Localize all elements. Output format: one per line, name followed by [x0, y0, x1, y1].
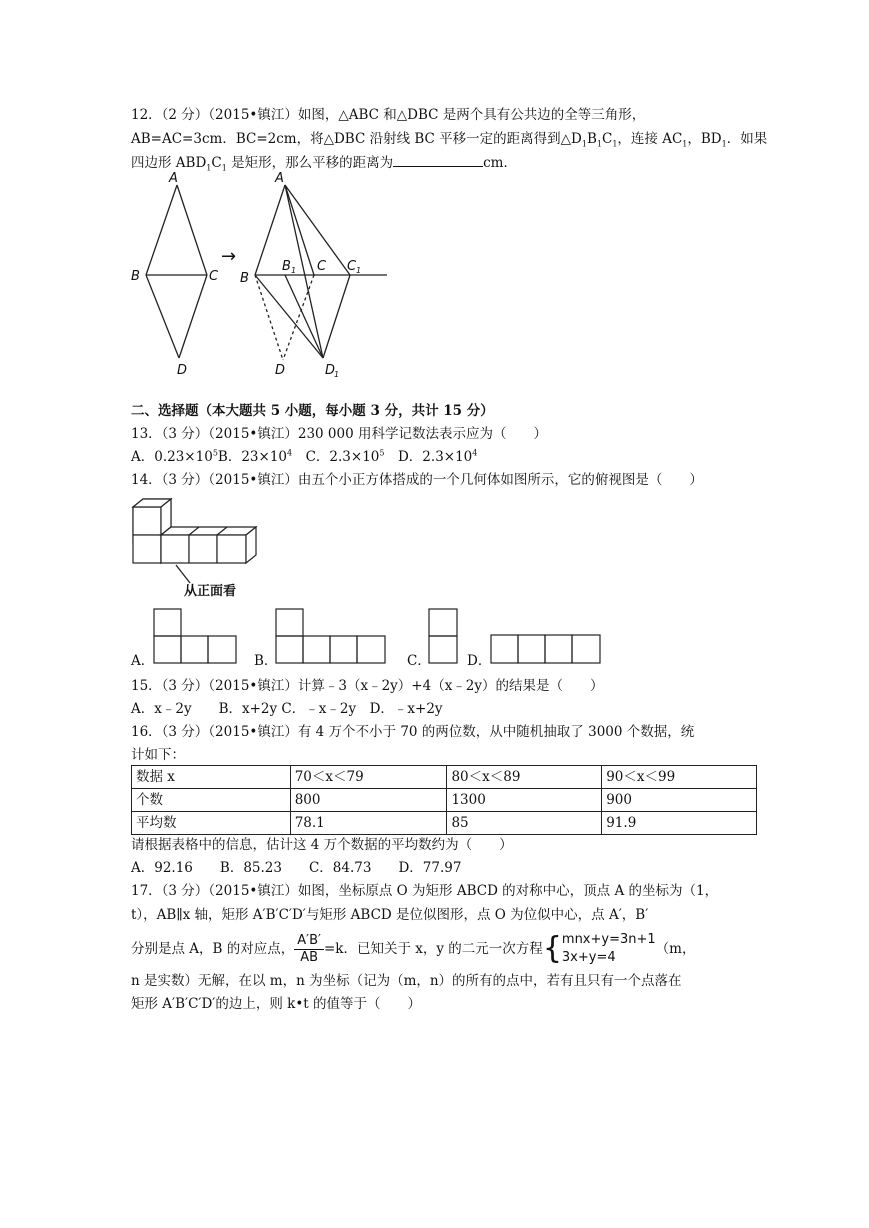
table-cell: 1300 — [447, 789, 602, 812]
q14-optA-figure — [153, 608, 239, 665]
q16-after: 请根据表格中的信息，估计这 4 万个数据的平均数约为（ ） — [131, 837, 513, 853]
q15-stem: 15．（3 分）（2015•镇江）计算﹣3（x﹣2y）+4（x﹣2y）的结果是（ ） — [131, 678, 604, 694]
q14-optB-label: B． — [254, 653, 278, 669]
table-row — [132, 789, 757, 812]
label-C-shifted: C — [317, 259, 327, 274]
table-cell: 平均数 — [132, 812, 291, 835]
q14-optD-label: D． — [467, 653, 492, 669]
q14-optC-figure — [428, 608, 460, 665]
table-cell: 78.1 — [290, 812, 447, 835]
q13-options: A．$0.23\times 10^5B$．$23\times 10^4$ C．$2.3\times 10^5$ D．$2.3\times 10^4$ — [131, 448, 478, 465]
q14-optA-label: A． — [131, 653, 155, 669]
q17-line3: 分别是点 A，B 的对应点， $\frac{A'B'}{AB}$ =k．已知关于 x，y 的二元一次方程{ mnx+y=3n+1 3x+y=4 （m， — [131, 929, 695, 969]
table-row — [132, 812, 757, 835]
label-A-shifted: A — [275, 171, 284, 186]
q14-stem: 14．（3 分）（2015•镇江）由五个小正方体搭成的一个几何体如图所示，它的俯视图是（ ） — [131, 472, 703, 488]
table-cell: 90＜x＜99 — [602, 766, 757, 789]
q14-optD-figure — [490, 634, 603, 665]
q12-line3: 四边形 $ABD_1C_1$ 是矩形，那么平移的距离为 cm． — [131, 155, 517, 173]
q14-solid-figure — [128, 495, 268, 603]
table-cell: 900 — [602, 789, 757, 812]
q14-optC-label: C． — [407, 653, 431, 669]
table-cell: 个数 — [132, 789, 291, 812]
q12-figure — [125, 168, 395, 383]
q16-line2: 计如下： — [131, 747, 185, 763]
edge-AC — [177, 185, 207, 275]
q12-line2: AB=AC=3cm．BC=2cm，将△DBC 沿射线 BC 平移一定的距离得到$\triangle D_1B_1C_1$，连接 $AC_1$，$BD_1$．如果 — [131, 131, 768, 149]
fraction: $\frac{A'B'}{AB}$ — [294, 933, 324, 966]
q17-line1: 17．（3 分）（2015•镇江）如图，坐标原点 O 为矩形 ABCD 的对称中心，顶点 A 的坐标为（1， — [131, 883, 719, 899]
label-C1: C — [347, 259, 357, 274]
table-row — [132, 766, 757, 789]
edge-BD — [146, 275, 179, 358]
edge-CD — [179, 275, 207, 358]
label-A: A — [169, 171, 178, 186]
label-C: C — [209, 269, 219, 284]
label-D1: D — [325, 363, 336, 378]
q17-line5: 矩形 A′B′C′D′的边上，则 k•t 的值等于（ ） — [131, 996, 422, 1012]
edge-AB — [146, 185, 177, 275]
brace-icon: { — [542, 931, 562, 966]
q16-options: A．92.16 B．85.23 C．84.73 D．77.97 — [131, 860, 462, 876]
table-cell: 70＜x＜79 — [290, 766, 447, 789]
q17-line2: t），AB∥x 轴，矩形 A′B′C′D′与矩形 ABCD 是位似图形，点 O 为位似中心，点 A′，B′ — [131, 907, 649, 923]
table-cell: 800 — [290, 789, 447, 812]
label-D: D — [177, 363, 188, 378]
label-B: B — [131, 269, 140, 284]
label-C1-sub: 1 — [356, 266, 362, 275]
q13-stem: 13．（3 分）（2015•镇江）230 000 用科学记数法表示应为（ ） — [131, 426, 547, 442]
label-B1: B — [282, 259, 291, 274]
q16-line1: 16．（3 分）（2015•镇江）有 4 万个不小于 70 的两位数，从中随机抽取了 3000 个数据，统 — [131, 724, 695, 740]
table-cell: 91.9 — [602, 812, 757, 835]
answer-blank[interactable] — [393, 154, 483, 167]
label-B1-sub: 1 — [291, 266, 297, 275]
label-D-shifted: D — [275, 363, 286, 378]
table-cell: 80＜x＜89 — [447, 766, 602, 789]
section-title: 二、选择题（本大题共 5 小题，每小题 3 分，共计 15 分） — [131, 403, 494, 419]
label-D1-sub: 1 — [334, 370, 340, 379]
q16-table — [131, 765, 757, 835]
q14-optB-figure — [275, 608, 389, 665]
table-cell: 85 — [447, 812, 602, 835]
label-B-shifted: B — [240, 271, 249, 286]
arrow-icon: → — [221, 246, 237, 267]
q17-line4: n 是实数）无解，在以 m，n 为坐标（记为（m，n）的所有的点中，若有且只有一个点落在 — [131, 973, 682, 989]
front-view-label: 从正面看 — [184, 584, 237, 599]
equation-system: { mnx+y=3n+1 3x+y=4 — [542, 931, 656, 966]
q15-options: A．x﹣2y B．x+2y C．﹣x﹣2y D．﹣x+2y — [131, 701, 443, 717]
table-cell: 数据 x — [132, 766, 291, 789]
q12-line1: 12．（2 分）（2015•镇江）如图，△ABC 和△DBC 是两个具有公共边的全等三角形， — [131, 107, 646, 123]
